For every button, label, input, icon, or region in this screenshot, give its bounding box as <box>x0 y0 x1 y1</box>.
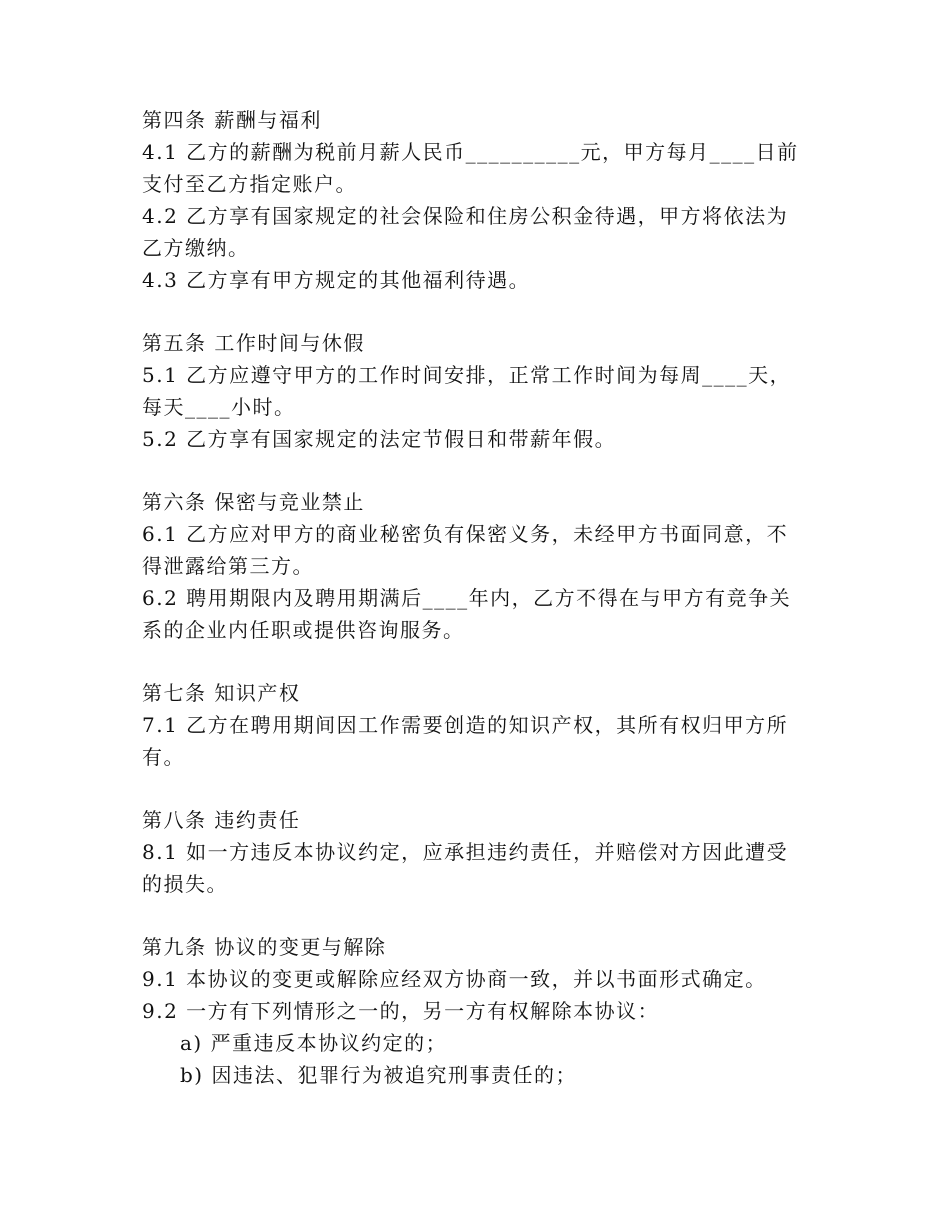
clause-line: 的损失。 <box>142 872 228 896</box>
clause-line: 系的企业内任职或提供咨询服务。 <box>142 618 465 642</box>
clause-line: 每天____小时。 <box>142 395 296 419</box>
article-heading: 第六条 保密与竞业禁止 <box>142 490 365 514</box>
clause-line: 支付至乙方指定账户。 <box>142 172 357 196</box>
clause-line: 6.2 聘用期限内及聘用期满后____年内，乙方不得在与甲方有竞争关 <box>142 586 792 610</box>
clause-line: 4.3 乙方享有甲方规定的其他福利待遇。 <box>142 268 531 292</box>
article-heading: 第七条 知识产权 <box>142 681 301 705</box>
article-heading: 第九条 协议的变更与解除 <box>142 935 387 959</box>
sub-item: b) 因违法、犯罪行为被追究刑事责任的； <box>180 1063 577 1087</box>
article-heading: 第八条 违约责任 <box>142 808 301 832</box>
clause-line: 乙方缴纳。 <box>142 236 250 260</box>
article-7 <box>142 677 802 773</box>
article-6 <box>142 486 802 646</box>
article-heading: 第五条 工作时间与休假 <box>142 331 365 355</box>
clause-line: 有。 <box>142 745 185 769</box>
clause-line: 4.2 乙方享有国家规定的社会保险和住房公积金待遇，甲方将依法为 <box>142 204 789 228</box>
clause-line: 5.2 乙方享有国家规定的法定节假日和带薪年假。 <box>142 427 617 451</box>
article-8 <box>142 804 802 900</box>
clause-line: 7.1 乙方在聘用期间因工作需要创造的知识产权，其所有权归甲方所 <box>142 713 789 737</box>
clause-line: 4.1 乙方的薪酬为税前月薪人民币__________元，甲方每月____日前 <box>142 140 799 164</box>
article-4 <box>142 104 802 296</box>
clause-line: 9.2 一方有下列情形之一的，另一方有权解除本协议： <box>142 999 660 1023</box>
clause-line: 6.1 乙方应对甲方的商业秘密负有保密义务，未经甲方书面同意，不 <box>142 522 789 546</box>
document-page <box>142 104 802 1122</box>
article-5 <box>142 327 802 455</box>
sub-item: a) 严重违反本协议约定的； <box>180 1031 448 1055</box>
clause-line: 9.1 本协议的变更或解除应经双方协商一致，并以书面形式确定。 <box>142 967 767 991</box>
clause-line: 8.1 如一方违反本协议约定，应承担违约责任，并赔偿对方因此遭受 <box>142 840 789 864</box>
clause-line: 得泄露给第三方。 <box>142 554 314 578</box>
article-heading: 第四条 薪酬与福利 <box>142 108 322 132</box>
article-9 <box>142 931 802 1091</box>
clause-line: 5.1 乙方应遵守甲方的工作时间安排，正常工作时间为每周____天， <box>142 363 792 387</box>
